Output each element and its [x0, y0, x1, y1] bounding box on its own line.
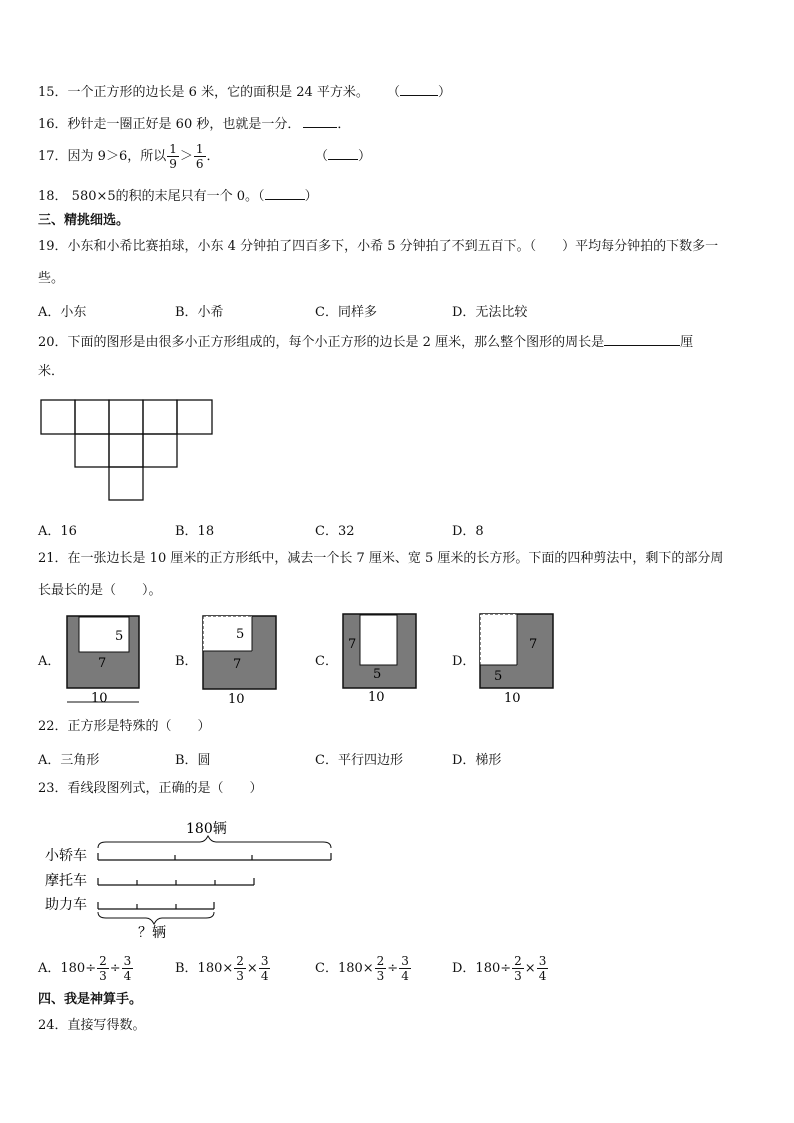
section-heading: 三、精挑细选。: [38, 213, 130, 228]
question-19-line1: 19．小东和小希比赛拍球，小东 4 分钟拍了四百多下，小希 5 分钟拍了不到五百下。（ ）平均每分钟拍的下数多一: [38, 239, 719, 254]
fraction: $\frac{1}{9}$: [169, 142, 177, 171]
svg-text:10: 10: [368, 690, 385, 705]
question-19-line2: 些。: [38, 271, 65, 286]
option-b[interactable]: B．: [175, 654, 198, 669]
svg-text:10: 10: [504, 691, 521, 706]
option-c[interactable]: C．同样多: [315, 305, 377, 320]
diagram-bottom-label: ？辆: [138, 925, 166, 941]
row-label: 小轿车: [45, 848, 87, 864]
fraction: $\frac{2}{3}$: [514, 954, 522, 983]
row-label: 摩托车: [45, 873, 87, 889]
option-a[interactable]: A．: [38, 654, 61, 669]
option-c[interactable]: C．180× $\frac{2}{3}$ ÷ $\frac{3}{4}$: [315, 954, 409, 983]
top-brace: [98, 836, 331, 848]
question-20-line1: 20．下面的图形是由很多小正方形组成的，每个小正方形的边长是 2 厘米，那么整个图形的周长是 厘: [38, 335, 694, 350]
question-15: 15．一个正方形的边长是 6 米，它的面积是 24 平方米。 （ ）: [38, 85, 452, 100]
question-18: 18． 580×5的积的末尾只有一个 0。（ ）: [38, 189, 318, 204]
fraction: $\frac{2}{3}$: [99, 954, 107, 983]
svg-text:7: 7: [233, 657, 242, 672]
question-16: 16．秒针走一圈正好是 60 秒，也就是一分． ．: [38, 117, 351, 132]
svg-text:10: 10: [91, 691, 108, 706]
svg-text:7: 7: [348, 637, 357, 652]
question-22: 22．正方形是特殊的（ ）: [38, 719, 211, 734]
section-heading: 四、我是神算手。: [38, 992, 143, 1007]
bottom-brace: [98, 912, 214, 924]
fraction: $\frac{3}{4}$: [123, 954, 132, 983]
option-d[interactable]: D．梯形: [452, 753, 502, 768]
fraction: $\frac{3}{4}$: [401, 954, 409, 983]
svg-text:5: 5: [494, 669, 503, 684]
option-a[interactable]: A．180÷ $\frac{2}{3}$ ÷ $\frac{3}{4}$: [38, 954, 132, 983]
option-a[interactable]: A．三角形: [38, 753, 100, 768]
svg-text:5: 5: [236, 627, 245, 642]
option-c[interactable]: C．: [315, 654, 338, 669]
option-d[interactable]: D．180÷ $\frac{2}{3}$ × $\frac{3}{4}$: [452, 954, 547, 983]
svg-text:5: 5: [115, 629, 124, 644]
fraction: $\frac{3}{4}$: [260, 954, 269, 983]
svg-text:10: 10: [228, 692, 245, 707]
row-label: 助力车: [45, 897, 87, 913]
option-c[interactable]: C．32: [315, 524, 355, 539]
option-d[interactable]: D．8: [452, 524, 484, 539]
option-d[interactable]: D．无法比较: [452, 305, 528, 320]
svg-text:5: 5: [373, 667, 382, 682]
option-b[interactable]: B．圆: [175, 753, 211, 768]
segment-moped: [98, 902, 214, 909]
fraction: $\frac{2}{3}$: [236, 954, 244, 983]
question-21-line2: 长最长的是（ ）。: [38, 583, 162, 598]
option-d[interactable]: D．: [452, 654, 476, 669]
question-20-line2: 米．: [38, 364, 65, 379]
option-a[interactable]: A．16: [38, 524, 77, 539]
segment-car: [98, 853, 331, 860]
segment-motorcycle: [98, 878, 254, 885]
question-24: 24．直接写得数。: [38, 1018, 146, 1033]
question-23: 23．看线段图列式，正确的是（ ）: [38, 781, 263, 796]
fraction: $\frac{1}{6}$: [195, 142, 204, 171]
fraction: $\frac{2}{3}$: [376, 954, 385, 983]
option-b[interactable]: B．小希: [175, 305, 224, 320]
option-b[interactable]: B．180× $\frac{2}{3}$ × $\frac{3}{4}$: [175, 954, 269, 983]
diagram-top-label: 180辆: [186, 821, 227, 837]
svg-text:7: 7: [98, 656, 107, 671]
option-a[interactable]: A．小东: [38, 305, 87, 320]
question-17: 17．因为 9＞6，所以 $\frac{1}{9}$ ＞ $\frac{1}{6}$ ． （ ）: [38, 142, 372, 171]
question-21-line1: 21．在一张边长是 10 厘米的正方形纸中，减去一个长 7 厘米、宽 5 厘米的长方形。下面的四种剪法中，剩下的部分周: [38, 551, 724, 566]
svg-text:7: 7: [529, 637, 538, 652]
option-b[interactable]: B．18: [175, 524, 215, 539]
fraction: $\frac{3}{4}$: [538, 954, 547, 983]
option-c[interactable]: C．平行四边形: [315, 753, 403, 768]
